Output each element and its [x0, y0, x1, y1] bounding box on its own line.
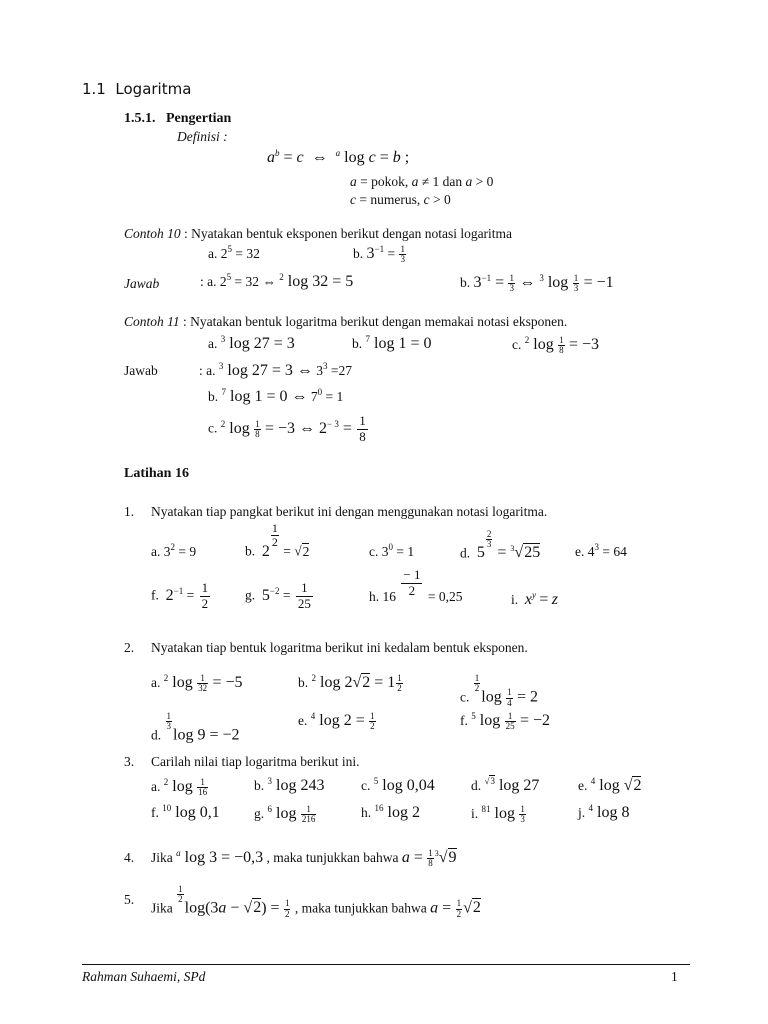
- contoh10-prompt: Contoh 10 : Nyatakan bentuk eksponen berikut dengan notasi logaritma: [124, 226, 513, 241]
- q1-g: g. $5^{-2}$ = $\frac{1}{25}$: [245, 580, 311, 611]
- q1-a: a. $3^2 = 9$: [151, 542, 197, 559]
- q2-e: e. $^4$ log 2 = $\frac{1}{2}$: [298, 711, 375, 732]
- q4-text: Jika $^a$ log 3 = −0,3 , maka tunjukkan bahwa a = $\frac{1}{8}$ $^3$√9: [151, 848, 457, 869]
- q3-g: g. $^6$ log $\frac{1}{216}$: [254, 804, 316, 825]
- subsection-heading: 1.5.1. Pengertian: [124, 111, 232, 126]
- contoh11-jawab-c: c. $^2$ log $\frac{1}{8}$ = −3 ⇔ $2^{- 3}$ = $\frac{1}{8}$: [208, 413, 366, 444]
- q3-text: Carilah nilai tiap logaritma berikut ini.: [151, 754, 360, 769]
- q3-a: a. $^2$ log $\frac{1}{16}$: [151, 777, 208, 798]
- q1-f: f. $2^{-1}$ = $\frac{1}{2}$: [151, 580, 209, 611]
- q1-e: e. $4^3 = 64$: [575, 542, 627, 559]
- contoh10-jawab-label: Jawab: [124, 276, 160, 291]
- q2-d: d. $\frac{1}{3}$ log 9 = −2: [151, 711, 240, 744]
- q2-a: a. $^2$ log $\frac{1}{32}$ = −5: [151, 673, 243, 694]
- q4-number: 4.: [124, 850, 135, 865]
- q3-c: c. $^5$ log 0,04: [361, 776, 435, 794]
- q3-b: b. $^3$ log 243: [254, 776, 325, 794]
- contoh11-jawab-a: : a. $^3$ log 27 = 3 ⇔ $3^3 =27$: [199, 361, 352, 379]
- q5-number: 5.: [124, 892, 135, 907]
- q3-number: 3.: [124, 754, 135, 769]
- q1-i: i. $x^y = z$: [511, 590, 559, 608]
- definition-formula: $a^b = c$ ⇔ $^a$ log c = b ;: [267, 148, 410, 166]
- contoh10-jawab-a: : a. $2^5 = 32$ ⇔ $^2$ log 32 = 5: [200, 272, 354, 290]
- contoh11-a: a. $^3$ log 27 = 3: [208, 334, 295, 352]
- contoh10-a: a. $2^5 = 32$: [208, 244, 260, 261]
- q3-h: h. $^{16}$ log 2: [361, 803, 420, 821]
- q2-f: f. $^5$ log $\frac{1}{25}$ = −2: [460, 711, 550, 732]
- contoh11-jawab-label: Jawab: [124, 363, 158, 378]
- footer-page-number: 1: [671, 969, 678, 984]
- section-heading: 1.1 Logaritma: [82, 80, 192, 98]
- q2-number: 2.: [124, 640, 135, 655]
- q1-text: Nyatakan tiap pangkat berikut ini dengan menggunakan notasi logaritma.: [151, 504, 548, 519]
- contoh11-b: b. $^7$ log 1 = 0: [352, 334, 432, 352]
- definition-label: Definisi :: [177, 129, 228, 144]
- footer-divider: [82, 964, 690, 965]
- q3-j: j. $^4$ log 8: [578, 803, 630, 821]
- contoh10-jawab-b: b. $3^{-1}$ = $\frac{1}{3}$ ⇔ $^3$ log $\frac{1}{3}$ = −1: [460, 273, 614, 294]
- contoh11-prompt: Contoh 11 : Nyatakan bentuk logaritma berikut dengan memakai notasi eksponen.: [124, 314, 568, 329]
- q1-d: d. 5 $\frac{2}{3}$ = $^3$√25: [460, 529, 541, 562]
- q3-e: e. $^4$ log √2: [578, 776, 642, 794]
- contoh10-b: b. $3^{-1}$ = $\frac{1}{3}$: [353, 244, 405, 265]
- q3-i: i. $^{81}$ log $\frac{1}{3}$: [471, 804, 525, 825]
- q2-c: c. $\frac{1}{2}$ log $\frac{1}{4}$ = 2: [460, 673, 538, 708]
- q5-text: Jika $\frac{1}{2}$ log(3a − √2) = $\frac{1}{2}$ , maka tunjukkan bahwa a = $\frac{1}{2}$ √2: [151, 884, 481, 919]
- footer-author: Rahman Suhaemi, SPd: [82, 969, 206, 984]
- contoh11-c: c. $^2$ log $\frac{1}{8}$ = −3: [512, 335, 599, 356]
- q1-h: h. 16 $\frac{- 1}{2}$ = 0,25: [369, 567, 463, 604]
- definition-note-numerus: c = numerus, c > 0: [350, 192, 451, 207]
- q2-b: b. $^2$ log 2√2 = 1 $\frac{1}{2}$: [298, 673, 402, 694]
- q2-text: Nyatakan tiap bentuk logaritma berikut ini kedalam bentuk eksponen.: [151, 640, 528, 655]
- q1-c: c. $3^0 = 1$: [369, 542, 415, 559]
- latihan-title: Latihan 16: [124, 466, 189, 481]
- definition-note-base: a = pokok, a ≠ 1 dan a > 0: [350, 174, 494, 189]
- q3-f: f. $^{10}$ log 0,1: [151, 803, 220, 821]
- q1-b: b. 2 $\frac{1}{2}$ = √2: [245, 521, 310, 560]
- contoh11-jawab-b: b. $^7$ log 1 = 0 ⇔ $7^0 = 1$: [208, 387, 344, 405]
- q3-d: d. $^{√3}$ log 27: [471, 776, 540, 794]
- q1-number: 1.: [124, 504, 135, 519]
